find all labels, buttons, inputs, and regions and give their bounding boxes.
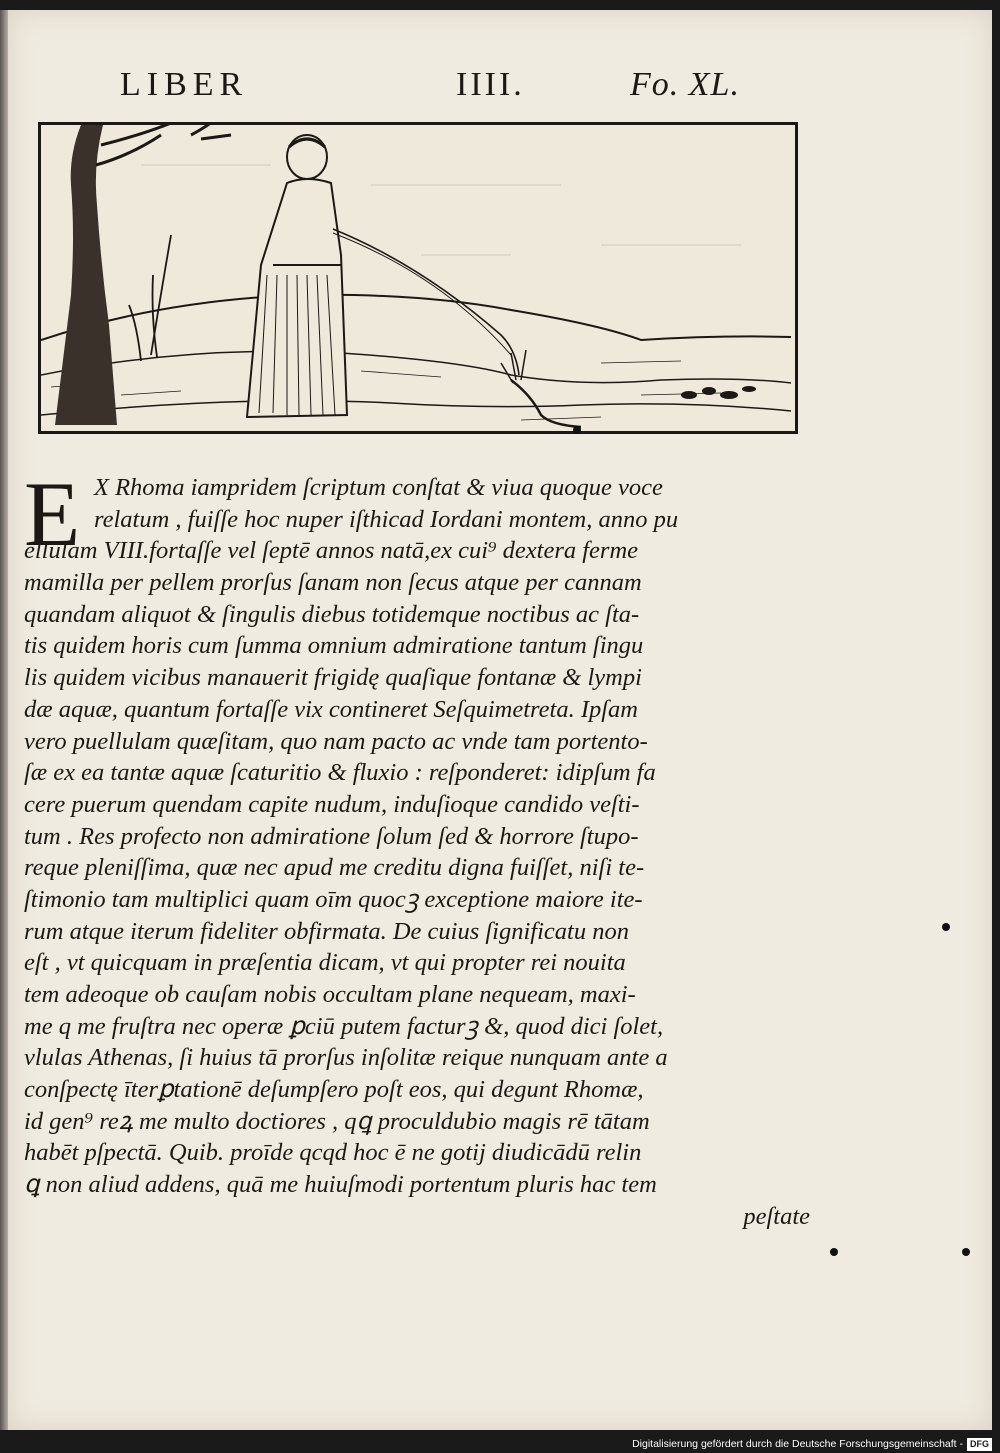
text-line: tem adeoque ob cauſam nobis occultam plane nequeam, maxi- [24, 981, 636, 1008]
dfg-logo: DFG [967, 1438, 992, 1451]
text-line-catchword: peſtate [743, 1202, 810, 1230]
text-line: ellulam VIII.fortaſſe vel ſeptē annos natā,ex cui⁹ dextera ferme [24, 537, 639, 565]
drop-cap-initial: E [24, 463, 81, 565]
text-line: eſt , vt quicquam in præſentia dicam, vt qui propter rei nouita [24, 949, 626, 977]
text-line: tum . Res profecto non admiratione ſolum ſed & horrore ſtupo- [24, 822, 639, 850]
text-line: id gen⁹ reꝝ me multo doctiores , qꝗ proculdubio magis rē tātam [24, 1107, 650, 1135]
book-page [8, 10, 992, 1430]
credit-text: Digitalisierung gefördert durch die Deutsche Forschungsgemeinschaft - [632, 1438, 963, 1450]
text-line: cere puerum quendam capite nudum, induſioque candido veſti- [24, 790, 640, 818]
text-line: vero puellulam quæſitam, quo nam pacto ac vnde tam portento- [24, 727, 648, 755]
text-line: conſpectę īterꝑtationē deſumpſero poſt eos, qui degunt Rhomæ, [24, 1076, 644, 1104]
woodcut-woman-fountain-icon [41, 125, 795, 431]
text-line: reque pleniſſima, quæ nec apud me creditu digna fuiſſet, niſi te- [24, 854, 645, 882]
woodcut-illustration [38, 122, 798, 434]
running-head-left: LIBER [120, 66, 249, 103]
ink-speck [830, 1248, 838, 1256]
text-line: ſtimonio tam multiplici quam oīm quocꝫ exceptione maiore ite- [24, 885, 643, 913]
ink-speck [962, 1248, 970, 1256]
text-line: vlulas Athenas, ſi huius tā prorſus inſolitæ reique nunquam ante a [24, 1044, 668, 1072]
text-line: tis quidem horis cum ſumma omnium admiratione tantum ſingu [24, 632, 644, 660]
ink-speck [573, 426, 581, 434]
text-line: ſæ ex ea tantæ aquæ ſcaturitio & fluxio : reſponderet: idipſum fa [24, 759, 656, 787]
text-line: habēt pſpectā. Quib. proīde qcqd hoc ē ne gotij diudicādū relin [24, 1139, 642, 1167]
digitization-credit [632, 1436, 992, 1452]
text-line: relatum , fuiſſe hoc nuper iſthicad Iordani montem, anno pu [94, 505, 679, 533]
text-line: dæ aquæ, quantum fortaſſe vix contineret Seſquimetreta. Ipſam [24, 695, 638, 723]
text-line: lis quidem vicibus manauerit frigidę quaſique fontanæ & lympi [24, 664, 642, 692]
ink-speck [942, 923, 950, 931]
running-head-center: IIII. [456, 66, 525, 103]
text-line: rum atque iterum fideliter obfirmata. De cuius ſignificatu non [24, 917, 629, 945]
text-line: quandam aliquot & ſingulis diebus totidemque noctibus ac ſta- [24, 600, 640, 628]
text-line: X Rhoma iampridem ſcriptum conſtat & viua quoque voce [94, 474, 663, 501]
text-line: mamilla per pellem prorſus ſanam non ſecus atque per cannam [24, 569, 642, 597]
text-line: me q me fruſtra nec operæ ꝑciū putem facturꝫ &, quod dici ſolet, [24, 1012, 664, 1040]
folio-number: Fo. XL. [630, 66, 740, 103]
text-line: ꝗ non aliud addens, quā me huiuſmodi portentum pluris hac tem [24, 1171, 657, 1199]
body-text [24, 472, 814, 1233]
